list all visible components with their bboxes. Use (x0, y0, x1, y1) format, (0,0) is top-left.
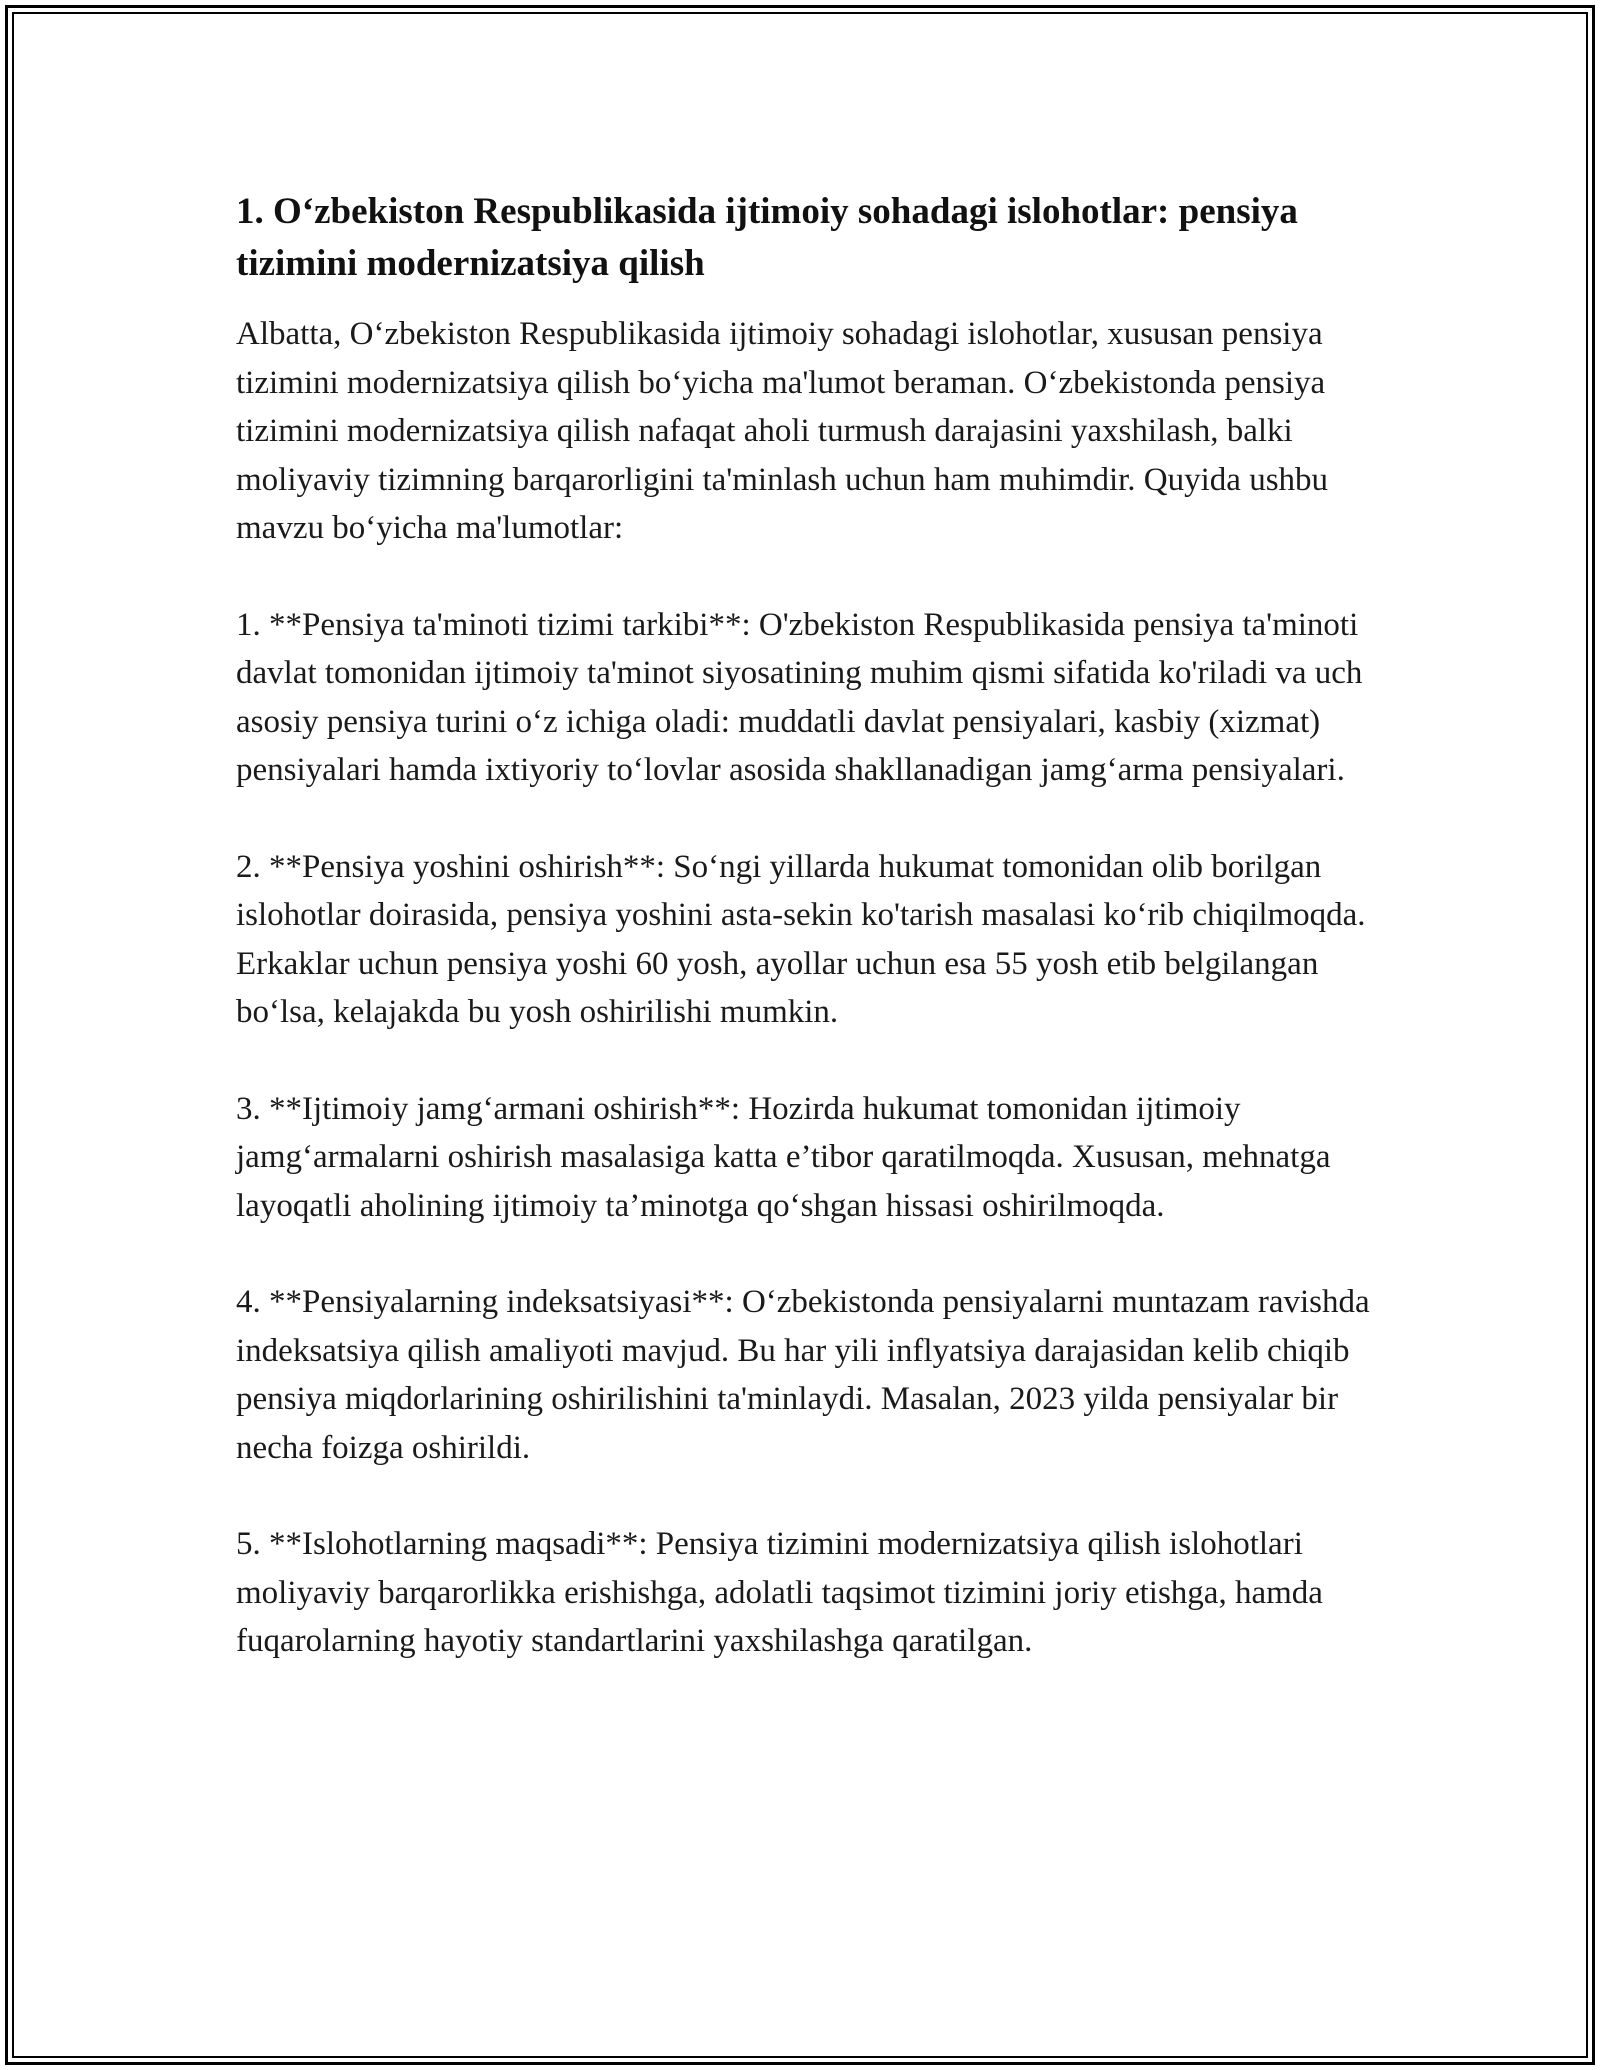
list-item: 2. **Pensiya yoshini oshirish**: Soʻngi yillarda hukumat tomonidan olib borilgan islohotlar doirasida, pensiya yoshini asta-sekin ko'tarish masalasi koʻrib chiqilmoqda. Erkaklar uchun pensiya yoshi 60 yosh, ayollar uchun esa 55 yosh etib belgilangan boʻlsa, kelajakda bu yosh oshirilishi mumkin. (236, 848, 1366, 1030)
intro-paragraph: Albatta, Oʻzbekiston Respublikasida ijtimoiy sohadagi islohotlar, xususan pensiya tizimini modernizatsiya qilish boʻyicha ma'lumot beraman. Oʻzbekistonda pensiya tizimini modernizatsiya qilish nafaqat aholi turmush darajasini yaxshilash, balki moliyaviy tizimning barqarorligini ta'minlash uchun ham muhimdir. Quyida ushbu mavzu boʻyicha ma'lumotlar: (236, 316, 1329, 546)
list-item: 4. **Pensiyalarning indeksatsiyasi**: Oʻzbekistonda pensiyalarni muntazam ravishda indeksatsiya qilish amaliyoti mavjud. Bu har yili inflyatsiya darajasidan kelib chiqib pensiya miqdorlarining oshirilishini ta'minlaydi. Masalan, 2023 yilda pensiyalar bir necha foizga oshirildi. (236, 1284, 1370, 1466)
document-body (236, 186, 1386, 1714)
list-item: 1. **Pensiya ta'minoti tizimi tarkibi**: O'zbekiston Respublikasida pensiya ta'minoti davlat tomonidan ijtimoiy ta'minot siyosatining muhim qismi sifatida ko'riladi va uch asosiy pensiya turini oʻz ichiga oladi: muddatli davlat pensiyalari, kasbiy (xizmat) pensiyalari hamda ixtiyoriy toʻlovlar asosida shakllanadigan jamgʻarma pensiyalari. (236, 606, 1363, 788)
document-title: 1. Oʻzbekiston Respublikasida ijtimoiy sohadagi islohotlar: pensiya tizimini modernizatsiya qilish (236, 191, 1298, 284)
list-item: 5. **Islohotlarning maqsadi**: Pensiya tizimini modernizatsiya qilish islohotlari moliyaviy barqarorlikka erishishga, adolatli taqsimot tizimini joriy etishga, hamda fuqarolarning hayotiy standartlarini yaxshilashga qaratilgan. (236, 1526, 1323, 1659)
list-item: 3. **Ijtimoiy jamgʻarmani oshirish**: Hozirda hukumat tomonidan ijtimoiy jamgʻarmalarni oshirish masalasiga katta e’tibor qaratilmoqda. Xususan, mehnatga layoqatli aholining ijtimoiy ta’minotga qoʻshgan hissasi oshirilmoqda. (236, 1090, 1331, 1224)
